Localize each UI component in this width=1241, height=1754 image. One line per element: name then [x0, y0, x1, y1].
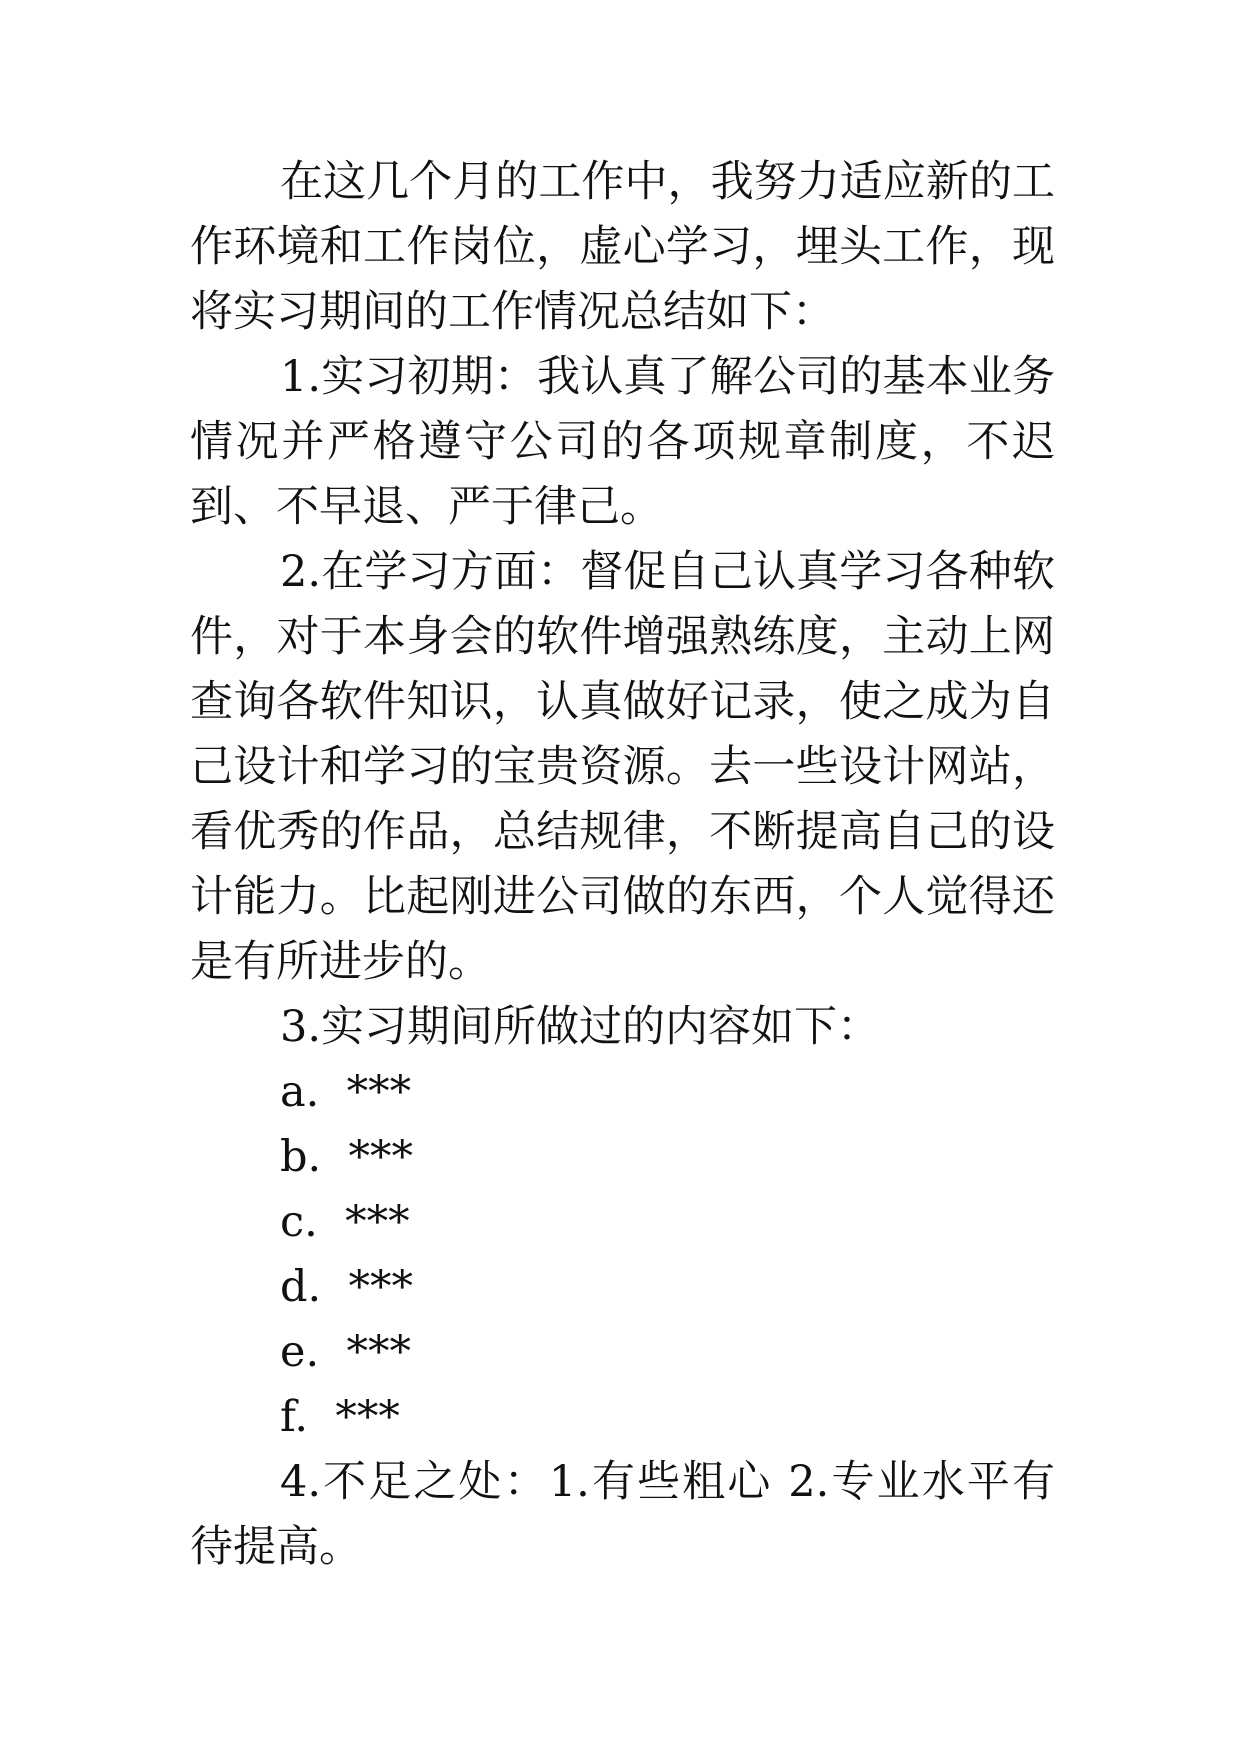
- list-item: f. ***: [280, 1392, 400, 1442]
- list-item: e. ***: [280, 1327, 411, 1377]
- section-1-paragraph: 1.实习初期：我认真了解公司的基本业务情况并严格遵守公司的各项规章制度，不迟到、不早退、严于律己。: [190, 352, 1055, 532]
- list-item: b. ***: [280, 1132, 414, 1182]
- intro-paragraph: 在这几个月的工作中，我努力适应新的工作环境和工作岗位，虚心学习，埋头工作，现将实习期间的工作情况总结如下：: [190, 157, 1055, 337]
- section-3-heading: 3.实习期间所做过的内容如下：: [280, 1002, 881, 1052]
- list-item: a. ***: [280, 1067, 412, 1117]
- shortcomings-paragraph: 4.不足之处：1.有些粗心 2.专业水平有待提高。: [190, 1457, 1055, 1572]
- section-2-paragraph: 2.在学习方面：督促自己认真学习各种软件，对于本身会的软件增强熟练度，主动上网查询各软件知识，认真做好记录，使之成为自己设计和学习的宝贵资源。去一些设计网站，看优秀的作品，总结规律，不断提高自己的设计能力。比起刚进公司做的东西，个人觉得还是有所进步的。: [190, 547, 1055, 987]
- list-item: d. ***: [280, 1262, 414, 1312]
- list-item: c. ***: [280, 1197, 410, 1247]
- work-content-list: [190, 1060, 1055, 1450]
- document-body: [190, 150, 1055, 1580]
